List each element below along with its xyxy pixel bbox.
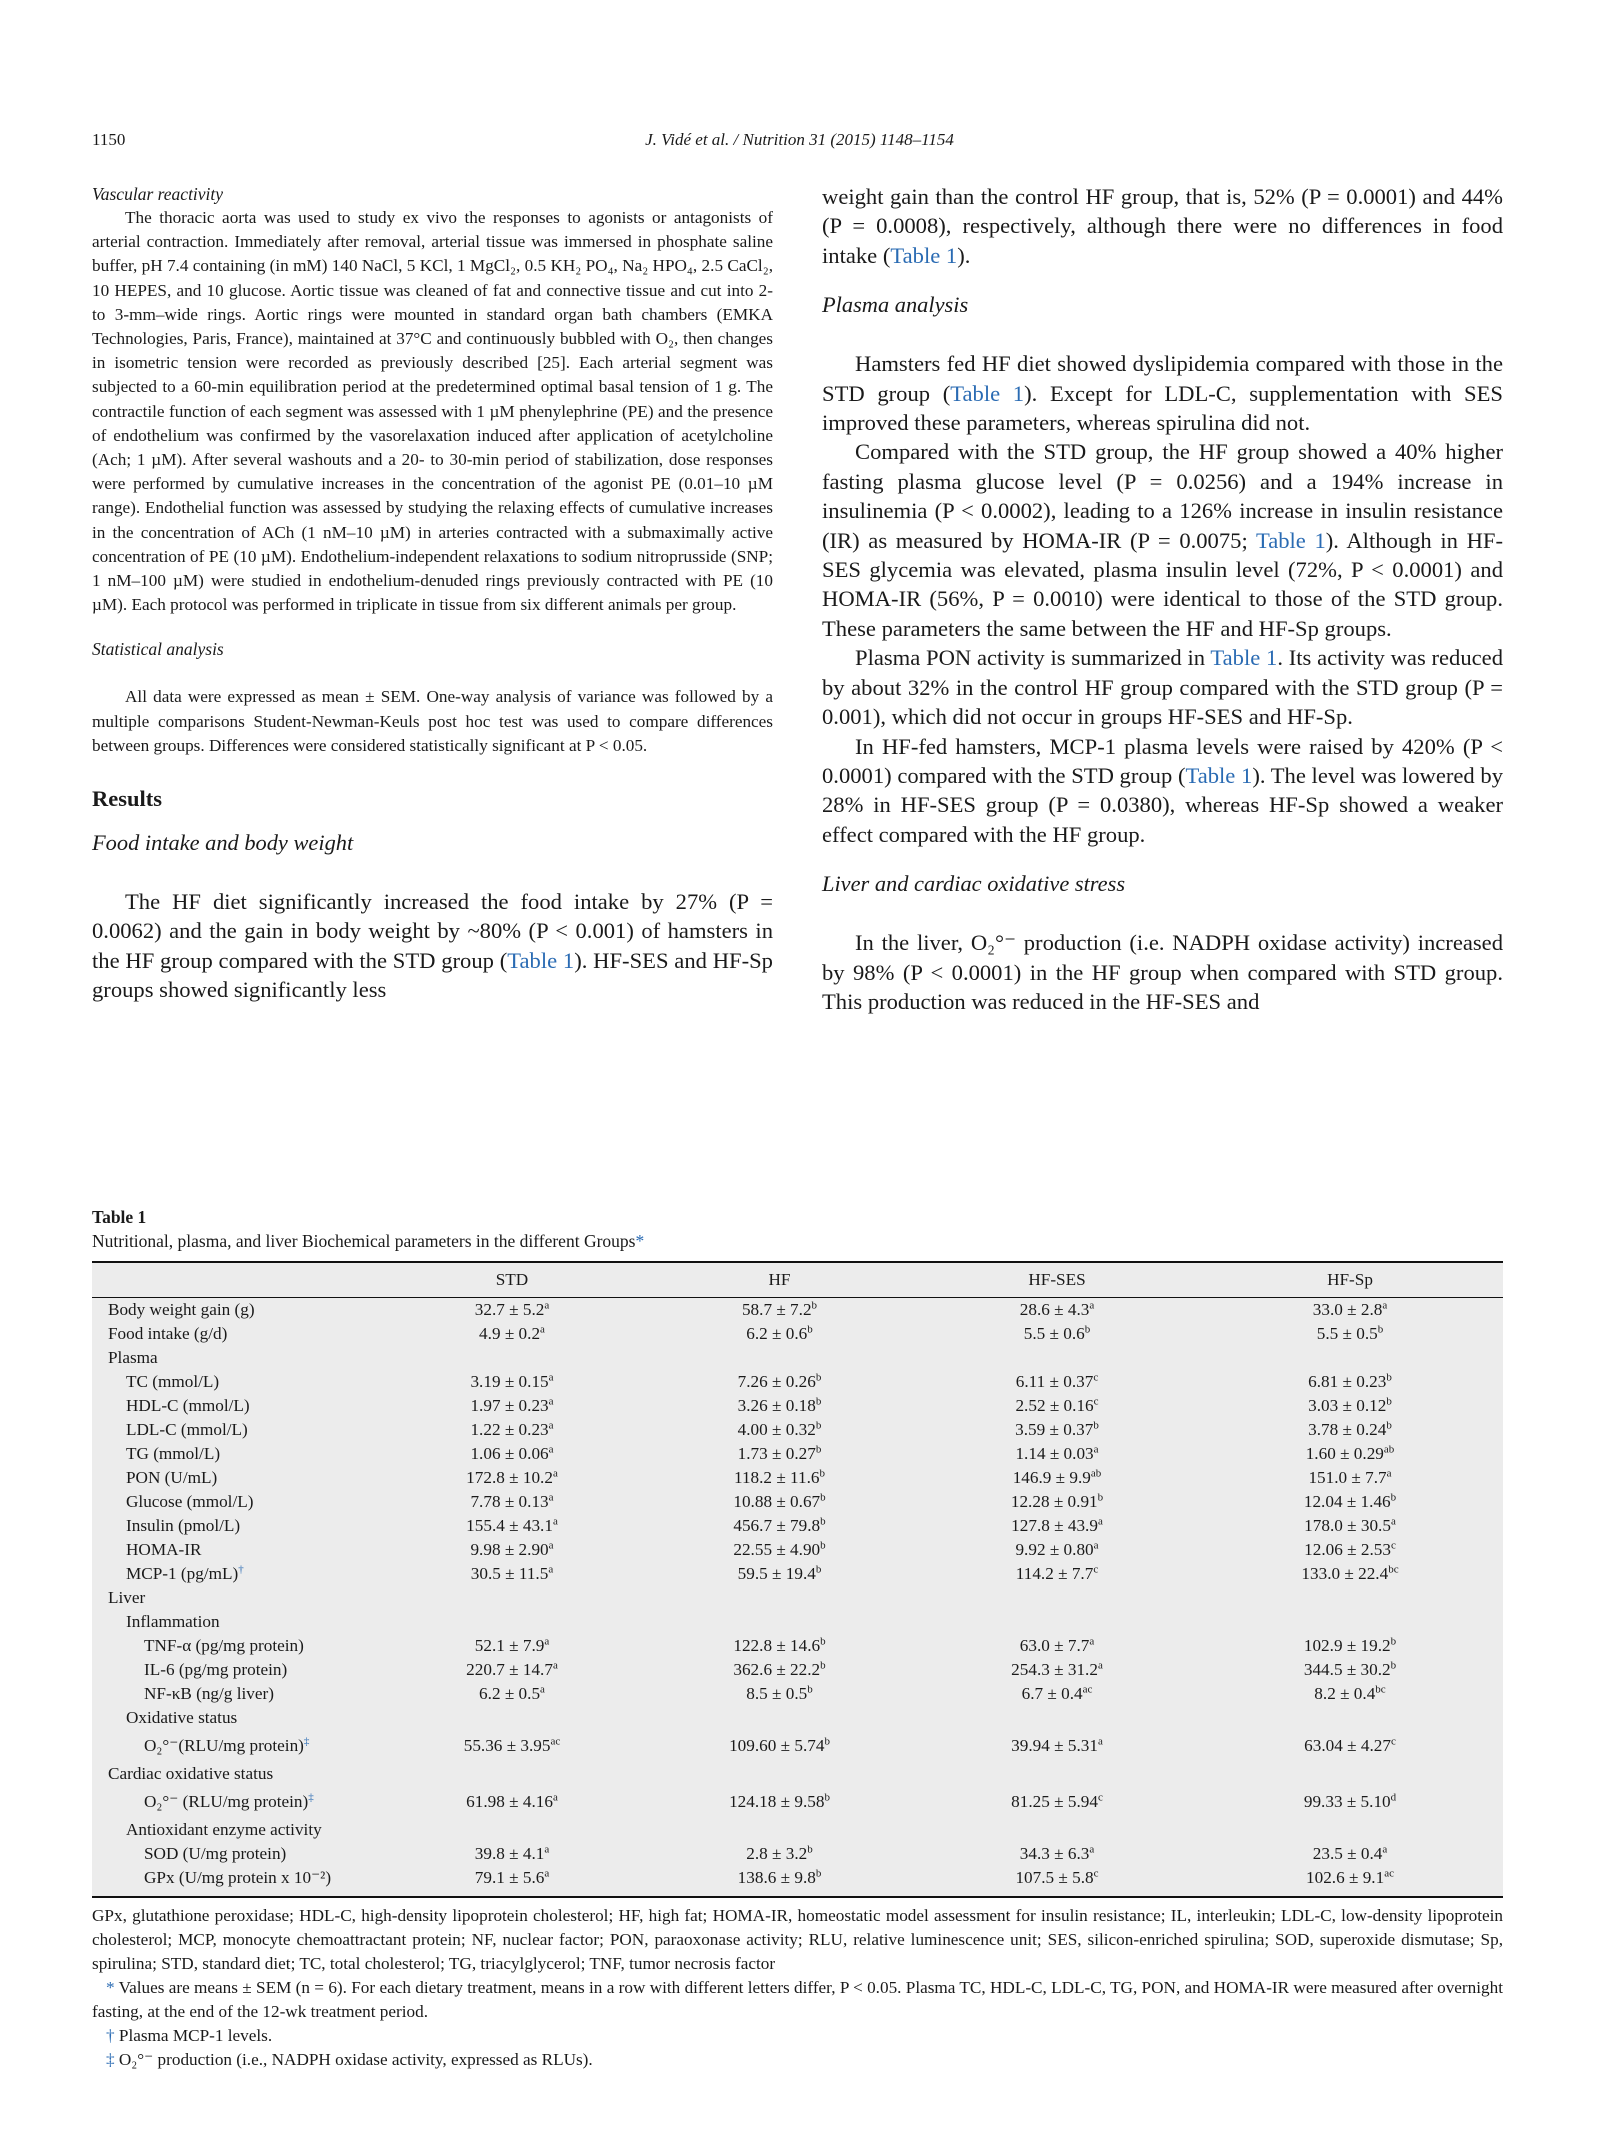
table-cell: 1.14 ± 0.03$^a$	[1015, 1443, 1099, 1463]
caption-footnote-marker[interactable]: *	[635, 1231, 645, 1251]
section-heading-vascular-reactivity: Vascular reactivity	[92, 184, 224, 204]
table-row	[92, 1586, 1503, 1610]
table-row	[92, 1370, 1503, 1394]
column-header-hf-sp: HF-Sp	[1197, 1263, 1503, 1298]
table-cell: 3.26 ± 0.18$^b$	[737, 1395, 822, 1415]
table-cell	[642, 1706, 917, 1730]
table-row	[92, 1762, 1503, 1786]
table-cell: 178.0 ± 30.5$^a$	[1304, 1515, 1396, 1535]
table-cell: 3.78 ± 0.24$^b$	[1308, 1419, 1392, 1439]
table-cell	[642, 1762, 917, 1786]
row-label: IL-6 (pg/mg protein)	[144, 1660, 288, 1679]
row-label: TNF-α (pg/mg protein)	[144, 1636, 304, 1655]
footnote-mcp1: † Plasma MCP-1 levels.	[106, 2026, 273, 2045]
significance-letter: a	[548, 1539, 554, 1552]
paragraph-body-weight-continued: weight gain than the control HF group, that is, 52% (P = 0.0001) and 44% (P = 0.0008), respectively, although there were no differences in food intake (Table 1).	[822, 184, 1503, 268]
journal-reference: J. Vidé et al. / Nutrition 31 (2015) 1148–1154	[645, 130, 954, 149]
table-cell: 9.98 ± 2.90$^a$	[470, 1539, 554, 1559]
table-row	[92, 1346, 1503, 1370]
table-row	[92, 1418, 1503, 1442]
significance-letter: b	[815, 1419, 822, 1432]
table-cell: 344.5 ± 30.2$^b$	[1303, 1659, 1397, 1679]
significance-letter: c	[1093, 1867, 1099, 1880]
table-cell	[1197, 1706, 1503, 1730]
table-cell	[382, 1586, 642, 1610]
table-caption: Nutritional, plasma, and liver Biochemical parameters in the different Groups*	[92, 1231, 645, 1251]
table-row	[92, 1610, 1503, 1634]
table-row	[92, 1394, 1503, 1418]
table-1-link[interactable]: Table 1	[950, 380, 1025, 406]
table-cell: 12.28 ± 0.91$^b$	[1010, 1491, 1104, 1511]
table-cell: 32.7 ± 5.2$^a$	[474, 1299, 550, 1319]
footnote-marker[interactable]: ‡	[308, 1791, 314, 1804]
table-cell	[1197, 1346, 1503, 1370]
section-heading-liver-cardiac: Liver and cardiac oxidative stress	[822, 871, 1126, 897]
table-cell: 5.5 ± 0.6$^b$	[1023, 1323, 1091, 1343]
section-heading-food-intake: Food intake and body weight	[92, 830, 354, 856]
table-cell: 102.9 ± 19.2$^b$	[1303, 1635, 1397, 1655]
row-label: Cardiac oxidative status	[108, 1764, 274, 1783]
table-cell: 99.33 ± 5.10$^d$	[1303, 1791, 1397, 1811]
table-cell	[917, 1762, 1197, 1786]
significance-letter: b	[811, 1299, 818, 1312]
significance-letter: a	[1390, 1515, 1396, 1528]
table-cell: 8.5 ± 0.5$^b$	[746, 1683, 813, 1703]
significance-letter: b	[807, 1323, 813, 1336]
table-cell: 146.9 ± 9.9$^{ab}$	[1012, 1467, 1102, 1487]
table-cell: 7.78 ± 0.13$^a$	[470, 1491, 554, 1511]
paragraph-plasma-mcp1: In HF-fed hamsters, MCP-1 plasma levels were raised by 420% (P < 0.0001) compared with the STD group (Table 1). The level was lowered by 28% in HF-SES group (P = 0.0380), whereas HF-Sp showed a weaker effect compared with the HF group.	[822, 733, 1503, 847]
significance-letter: c	[1097, 1791, 1103, 1804]
table-cell: 3.59 ± 0.37$^b$	[1015, 1419, 1099, 1439]
significance-letter: b	[820, 1659, 826, 1672]
row-label: Inflammation	[126, 1612, 220, 1631]
row-label: O₂°⁻ (RLU/mg protein)‡	[144, 1791, 314, 1811]
table-cell: 63.0 ± 7.7$^a$	[1019, 1635, 1095, 1655]
row-label: SOD (U/mg protein)	[144, 1844, 287, 1863]
significance-letter: a	[1382, 1299, 1388, 1312]
table-cell	[382, 1762, 642, 1786]
table-cell: 79.1 ± 5.6$^a$	[474, 1867, 550, 1887]
table-cell	[1197, 1818, 1503, 1842]
table-cell: 124.18 ± 9.58$^b$	[729, 1791, 830, 1811]
data-table	[92, 1263, 1503, 1896]
table-cell	[382, 1818, 642, 1842]
table-row	[92, 1658, 1503, 1682]
significance-letter: a	[1093, 1443, 1099, 1456]
row-label: Insulin (pmol/L)	[126, 1516, 241, 1535]
significance-letter: ac	[550, 1735, 561, 1748]
table-cell: 1.73 ± 0.27$^b$	[737, 1443, 822, 1463]
table-cell: 81.25 ± 5.94$^c$	[1011, 1791, 1103, 1811]
table-cell: 33.0 ± 2.8$^a$	[1312, 1299, 1388, 1319]
section-heading-plasma-analysis: Plasma analysis	[822, 292, 969, 318]
table-1-link[interactable]: Table 1	[1210, 645, 1278, 671]
table-cell: 254.3 ± 31.2$^a$	[1011, 1659, 1103, 1679]
table-cell: 58.7 ± 7.2$^b$	[741, 1299, 818, 1319]
row-label: TC (mmol/L)	[126, 1372, 220, 1391]
table-row	[92, 1866, 1503, 1896]
significance-letter: a	[548, 1443, 554, 1456]
significance-letter: ab	[1090, 1467, 1102, 1480]
significance-letter: bc	[1375, 1683, 1386, 1696]
table-cell: 1.97 ± 0.23$^a$	[470, 1395, 554, 1415]
significance-letter: a	[1382, 1843, 1388, 1856]
table-cell: 52.1 ± 7.9$^a$	[474, 1635, 550, 1655]
table-cell: 122.8 ± 14.6$^b$	[733, 1635, 826, 1655]
table-cell: 6.2 ± 0.6$^b$	[746, 1323, 813, 1343]
table-cell: 22.55 ± 4.90$^b$	[733, 1539, 826, 1559]
significance-letter: b	[1386, 1371, 1392, 1384]
table-cell	[1197, 1610, 1503, 1634]
significance-letter: b	[815, 1371, 822, 1384]
table-cell: 127.8 ± 43.9$^a$	[1011, 1515, 1103, 1535]
table-row	[92, 1442, 1503, 1466]
column-header-std: STD	[382, 1263, 642, 1298]
table-cell: 28.6 ± 4.3$^a$	[1019, 1299, 1095, 1319]
table-body	[92, 1298, 1503, 1897]
row-label: HOMA-IR	[126, 1540, 202, 1559]
paragraph-food-intake: The HF diet significantly increased the food intake by 27% (P = 0.0062) and the gain in body weight by ~80% (P < 0.001) of hamsters in the HF group compared with the STD group (Table 1). HF-SES and HF-Sp groups showed significantly less	[92, 889, 773, 1003]
significance-letter: b	[1390, 1491, 1397, 1504]
right-column	[822, 182, 1503, 1016]
table-row	[92, 1706, 1503, 1730]
table-cell	[917, 1346, 1197, 1370]
page-number: 1150	[92, 130, 126, 149]
significance-letter: b	[815, 1395, 822, 1408]
running-header	[92, 130, 1507, 154]
table-cell: 6.2 ± 0.5$^a$	[479, 1683, 545, 1703]
row-label: LDL-C (mmol/L)	[126, 1420, 248, 1439]
table-cell: 102.6 ± 9.1$^{ac}$	[1306, 1867, 1394, 1887]
significance-letter: b	[820, 1539, 826, 1552]
table-row	[92, 1322, 1503, 1346]
significance-letter: b	[1390, 1659, 1397, 1672]
table-cell	[642, 1346, 917, 1370]
significance-letter: a	[1089, 1635, 1095, 1648]
table-cell: 39.8 ± 4.1$^a$	[474, 1843, 550, 1863]
significance-letter: b	[1390, 1635, 1397, 1648]
table-cell: 63.04 ± 4.27$^c$	[1304, 1735, 1396, 1755]
table-cell: 5.5 ± 0.5$^b$	[1316, 1323, 1384, 1343]
significance-letter: a	[548, 1419, 554, 1432]
table-cell: 61.98 ± 4.16$^a$	[466, 1791, 558, 1811]
significance-letter: b	[819, 1467, 825, 1480]
paragraph-statistical-analysis: All data were expressed as mean ± SEM. One-way analysis of variance was followed by a multiple comparisons Student-Newman-Keuls post hoc test was used to compare differences between groups. Differences were considered statistically significant at P < 0.05.	[92, 687, 773, 755]
table-cell	[642, 1610, 917, 1634]
section-heading-results: Results	[92, 786, 163, 812]
paragraph-vascular-reactivity: The thoracic aorta was used to study ex vivo the responses to agonists or antagonists of arterial contraction. Immediately after removal, arterial tissue was immersed in phosphate saline buffer, pH 7.4 containing (in mM) 140 NaCl, 5 KCl, 1 MgCl₂, 0.5 KH₂ PO₄, Na₂ HPO₄, 2.5 CaCl₂, 10 HEPES, and 10 glucose. Aortic tissue was cleaned of fat and connective tissue and cut into 2- to 3-mm–wide rings. Aortic rings were mounted in standard organ bath chambers (EMKA Technologies, Paris, France), maintained at 37°C and continuously bubbled with O₂, then changes in isometric tension were recorded as previously described [25]. Each arterial segment was subjected to a 60-min equilibration period at the predetermined optimal basal tension of 1 g. The contractile function of each segment was assessed with 1 µM phenylephrine (PE) and the presence of endothelium was confirmed by the vasorelaxation induced after application of acetylcholine (Ach; 1 µM). After several washouts and a 20- to 30-min period of stabilization, dose responses were performed by cumulative increases in the concentration of the agonist PE (0.01–10 µM range). Endothelial function was assessed by studying the relaxing effects of cumulative increases in the concentration of ACh (1 nM–10 µM) in arteries contracted with a submaximally active concentration of PE (10 µM). Endothelium-independent relaxations to sodium nitroprusside (SNP; 1 nM–100 µM) were studied in endothelium-denuded rings previously contracted with PE (10 µM). Each protocol was performed in triplicate in tissue from six different animals per group.	[92, 208, 773, 615]
significance-letter: bc	[1388, 1563, 1399, 1576]
significance-letter: c	[1093, 1395, 1099, 1408]
significance-letter: b	[807, 1843, 813, 1856]
table-cell: 10.88 ± 0.67$^b$	[733, 1491, 826, 1511]
table-cell: 4.00 ± 0.32$^b$	[737, 1419, 822, 1439]
table-row	[92, 1818, 1503, 1842]
footnote-o2-production: ‡ O₂°⁻ production (i.e., NADPH oxidase activity, expressed as RLUs).	[106, 2050, 593, 2069]
row-label: O₂°⁻(RLU/mg protein)‡	[144, 1735, 310, 1755]
significance-letter: b	[820, 1491, 826, 1504]
table-cell: 23.5 ± 0.4$^a$	[1312, 1843, 1388, 1863]
significance-letter: b	[1093, 1419, 1099, 1432]
table-cell: 6.7 ± 0.4$^{ac}$	[1021, 1683, 1093, 1703]
table-row	[92, 1298, 1503, 1323]
footnote-marker[interactable]: ‡	[303, 1735, 310, 1748]
table-cell: 8.2 ± 0.4$^{bc}$	[1314, 1683, 1386, 1703]
table-cell: 12.06 ± 2.53$^c$	[1304, 1539, 1396, 1559]
table-cell: 138.6 ± 9.8$^b$	[737, 1867, 822, 1887]
significance-letter: b	[1386, 1419, 1392, 1432]
significance-letter: a	[544, 1635, 550, 1648]
table-cell: 456.7 ± 79.8$^b$	[733, 1515, 826, 1535]
row-label: Food intake (g/d)	[108, 1324, 228, 1343]
row-label: Glucose (mmol/L)	[126, 1492, 254, 1511]
table-cell	[1197, 1586, 1503, 1610]
row-label: Antioxidant enzyme activity	[126, 1820, 322, 1839]
table-cell: 9.92 ± 0.80$^a$	[1015, 1539, 1099, 1559]
table-row	[92, 1490, 1503, 1514]
table-cell	[382, 1346, 642, 1370]
row-label: HDL-C (mmol/L)	[126, 1396, 250, 1415]
table-1-link[interactable]: Table 1	[1185, 762, 1253, 788]
table-cell: 7.26 ± 0.26$^b$	[737, 1371, 822, 1391]
significance-letter: d	[1390, 1791, 1397, 1804]
table-cell	[382, 1610, 642, 1634]
table-cell: 39.94 ± 5.31$^a$	[1011, 1735, 1103, 1755]
table-row	[92, 1786, 1503, 1818]
significance-letter: c	[1390, 1539, 1396, 1552]
significance-letter: a	[1089, 1843, 1095, 1856]
row-label: Oxidative status	[126, 1708, 238, 1727]
table-cell: 362.6 ± 22.2$^b$	[733, 1659, 826, 1679]
table-1-link[interactable]: Table 1	[1255, 527, 1326, 553]
footnote-values: * Values are means ± SEM (n = 6). For each dietary treatment, means in a row with different letters differ, P < 0.05. Plasma TC, HDL-C, LDL-C, TG, PON, and HOMA-IR were measured after overnight fasting, at the end of the 12-wk treatment period.	[92, 1978, 1503, 2021]
significance-letter: a	[544, 1843, 550, 1856]
row-label: PON (U/mL)	[126, 1468, 218, 1487]
significance-letter: a	[544, 1867, 550, 1880]
table-row	[92, 1682, 1503, 1706]
table-cell: 6.11 ± 0.37$^c$	[1015, 1371, 1099, 1391]
significance-letter: a	[552, 1791, 558, 1804]
paragraph-plasma-pon: Plasma PON activity is summarized in Table 1. Its activity was reduced by about 32% in the control HF group compared with the STD group (P = 0.001), which did not occur in groups HF-SES and HF-Sp.	[822, 645, 1503, 730]
column-header-hf: HF	[642, 1263, 917, 1298]
footnote-marker[interactable]: †	[238, 1563, 244, 1576]
table-header-row	[92, 1263, 1503, 1298]
row-label: Plasma	[108, 1348, 158, 1367]
significance-letter: a	[1093, 1539, 1099, 1552]
column-header-hf-ses: HF-SES	[917, 1263, 1197, 1298]
table-row	[92, 1466, 1503, 1490]
table-cell	[917, 1586, 1197, 1610]
significance-letter: a	[552, 1467, 558, 1480]
table-cell: 1.22 ± 0.23$^a$	[470, 1419, 554, 1439]
significance-letter: a	[1089, 1299, 1095, 1312]
table-row	[92, 1730, 1503, 1762]
table-cell: 2.52 ± 0.16$^c$	[1015, 1395, 1099, 1415]
significance-letter: ab	[1383, 1443, 1395, 1456]
table-cell: 220.7 ± 14.7$^a$	[466, 1659, 558, 1679]
table-row	[92, 1842, 1503, 1866]
table-cell: 6.81 ± 0.23$^b$	[1308, 1371, 1392, 1391]
table-cell: 3.19 ± 0.15$^a$	[470, 1371, 554, 1391]
significance-letter: a	[540, 1683, 545, 1696]
table-cell: 2.8 ± 3.2$^b$	[746, 1843, 813, 1863]
significance-letter: a	[548, 1395, 554, 1408]
significance-letter: b	[820, 1515, 826, 1528]
table-cell: 3.03 ± 0.12$^b$	[1308, 1395, 1392, 1415]
significance-letter: c	[1390, 1735, 1396, 1748]
significance-letter: b	[824, 1735, 830, 1748]
table-cell: 1.60 ± 0.29$^{ab}$	[1305, 1443, 1395, 1463]
table-row	[92, 1634, 1503, 1658]
table-container	[92, 1261, 1503, 1898]
table-1-link[interactable]: Table 1	[507, 947, 575, 973]
significance-letter: b	[1084, 1323, 1091, 1336]
table-cell	[917, 1818, 1197, 1842]
paragraph-plasma-glucose: Compared with the STD group, the HF group showed a 40% higher fasting plasma glucose level (P = 0.0256) and a 194% increase in insulinemia (P < 0.0002), leading to a 126% increase in insulin resistance (IR) as measured by HOMA-IR (P = 0.0075; Table 1). Although in HF-SES glycemia was elevated, plasma insulin level (72%, P < 0.0001) and HOMA-IR (56%, P = 0.0010) were identical to those of the STD group. These parameters the same between the HF and HF-Sp groups.	[822, 439, 1503, 641]
significance-letter: a	[548, 1563, 554, 1576]
row-label: Body weight gain (g)	[108, 1300, 255, 1319]
row-label: GPx (U/mg protein x 10⁻²)	[144, 1868, 332, 1887]
table-cell: 114.2 ± 7.7$^c$	[1015, 1563, 1099, 1583]
significance-letter: b	[1097, 1491, 1104, 1504]
table-cell	[917, 1610, 1197, 1634]
table-cell	[382, 1706, 642, 1730]
table-cell	[642, 1586, 917, 1610]
table-cell: 172.8 ± 10.2$^a$	[466, 1467, 558, 1487]
row-label: Liver	[108, 1588, 146, 1607]
table-cell: 109.60 ± 5.74$^b$	[729, 1735, 830, 1755]
table-cell: 155.4 ± 43.1$^a$	[466, 1515, 558, 1535]
row-label: TG (mmol/L)	[126, 1444, 221, 1463]
table-footnotes	[92, 1904, 1503, 2072]
table-cell: 55.36 ± 3.95$^{ac}$	[463, 1735, 561, 1755]
column-header	[92, 1263, 382, 1298]
significance-letter: a	[1097, 1659, 1103, 1672]
significance-letter: b	[815, 1867, 822, 1880]
significance-letter: c	[1093, 1563, 1099, 1576]
row-label: NF-κB (ng/g liver)	[144, 1684, 274, 1703]
significance-letter: b	[820, 1635, 826, 1648]
significance-letter: a	[540, 1323, 545, 1336]
significance-letter: b	[1377, 1323, 1384, 1336]
table-cell: 4.9 ± 0.2$^a$	[479, 1323, 545, 1343]
table-cell: 59.5 ± 19.4$^b$	[737, 1563, 822, 1583]
significance-letter: a	[1386, 1467, 1392, 1480]
table-cell	[917, 1706, 1197, 1730]
significance-letter: b	[807, 1683, 813, 1696]
significance-letter: a	[548, 1371, 554, 1384]
significance-letter: b	[1386, 1395, 1392, 1408]
paragraph-liver-oxidative: In the liver, O₂°⁻ production (i.e. NADPH oxidase activity) increased by 98% (P < 0.0001) in the HF group when compared with STD group. This production was reduced in the HF-SES and	[822, 930, 1503, 1014]
section-heading-statistical-analysis: Statistical analysis	[92, 639, 224, 660]
abbreviations-note: GPx, glutathione peroxidase; HDL-C, high-density lipoprotein cholesterol; HF, high fat; HOMA-IR, homeostatic model assessment for insulin resistance; IL, interleukin; LDL-C, low-density lipoprotein cholesterol; MCP, monocyte chemoattractant protein; NF, nuclear factor; PON, paraoxonase activity; RLU, relative luminescence unit; SES, silicon-enriched spirulina; SOD, superoxide dismutase; Sp, spirulina; STD, standard diet; TC, total cholesterol; TG, triacylglycerol; TNF, tumor necrosis factor	[92, 1906, 1503, 1973]
significance-letter: b	[815, 1443, 822, 1456]
table-cell: 30.5 ± 11.5$^a$	[470, 1563, 554, 1583]
row-label: MCP-1 (pg/mL)†	[126, 1563, 244, 1583]
significance-letter: ac	[1384, 1867, 1394, 1880]
table-cell: 12.04 ± 1.46$^b$	[1303, 1491, 1397, 1511]
significance-letter: a	[552, 1515, 558, 1528]
table-cell: 34.3 ± 6.3$^a$	[1019, 1843, 1095, 1863]
significance-letter: a	[1097, 1515, 1103, 1528]
table-cell: 151.0 ± 7.7$^a$	[1308, 1467, 1392, 1487]
table-row	[92, 1514, 1503, 1538]
table-cell: 107.5 ± 5.8$^c$	[1015, 1867, 1099, 1887]
table-1	[92, 1205, 1503, 2072]
significance-letter: a	[552, 1659, 558, 1672]
significance-letter: a	[544, 1299, 550, 1312]
table-cell: 1.06 ± 0.06$^a$	[470, 1443, 554, 1463]
significance-letter: a	[548, 1491, 554, 1504]
paragraph-plasma-dyslipidemia: Hamsters fed HF diet showed dyslipidemia compared with those in the STD group (Table 1). Except for LDL-C, supplementation with SES improved these parameters, whereas spirulina did not.	[822, 351, 1503, 436]
significance-letter: c	[1093, 1371, 1099, 1384]
table-cell	[642, 1818, 917, 1842]
table-row	[92, 1562, 1503, 1586]
left-column	[92, 182, 773, 1005]
table-1-link[interactable]: Table 1	[890, 242, 958, 268]
table-cell: 133.0 ± 22.4$^{bc}$	[1301, 1563, 1399, 1583]
table-cell	[1197, 1762, 1503, 1786]
significance-letter: a	[1097, 1735, 1103, 1748]
significance-letter: ac	[1082, 1683, 1093, 1696]
significance-letter: b	[824, 1791, 830, 1804]
table-cell: 118.2 ± 11.6$^b$	[733, 1467, 825, 1487]
table-title: Table 1	[92, 1207, 147, 1227]
table-row	[92, 1538, 1503, 1562]
significance-letter: b	[815, 1563, 822, 1576]
